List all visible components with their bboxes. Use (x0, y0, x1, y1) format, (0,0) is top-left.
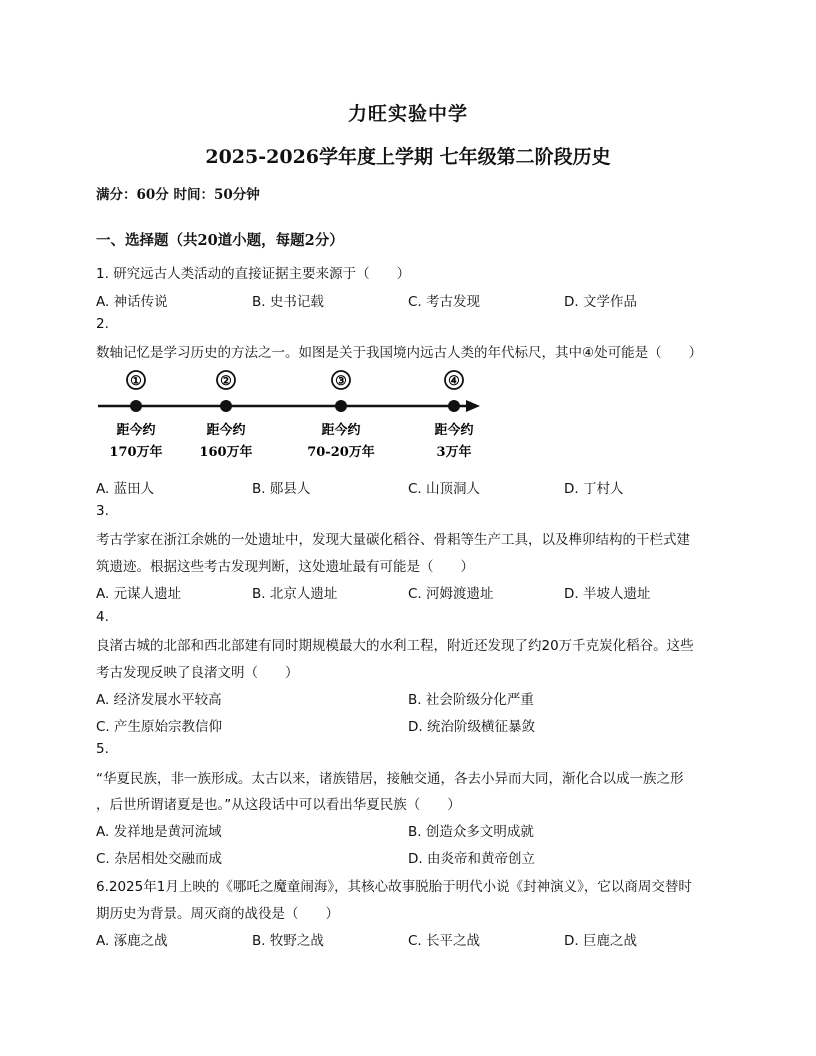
question-4-option-b: B. 社会阶级分化严重 (408, 692, 534, 708)
timeline-point-1 (109, 371, 162, 460)
question-2-stem: 数轴记忆是学习历史的方法之一。如图是关于我国境内远古人类的年代标尺，其中④处可能是（ ） (96, 345, 703, 361)
question-1-option-b: B. 史书记载 (252, 294, 324, 310)
question-3-option-a: A. 元谋人遗址 (96, 586, 182, 602)
question-6-option-c: C. 长平之战 (408, 933, 481, 949)
exam-meta: 满分：60分 时间：50分钟 (96, 187, 260, 203)
question-1-stem: 1. 研究远古人类活动的直接证据主要来源于（ ） (96, 266, 411, 282)
exam-title: 2025-2026学年度上学期 七年级第二阶段历史 (205, 146, 611, 168)
question-2-option-d: D. 丁村人 (564, 481, 624, 497)
question-6-option-b: B. 牧野之战 (252, 933, 324, 949)
timeline-label-4b: 3万年 (436, 445, 472, 460)
question-5-option-d: D. 由炎帝和黄帝创立 (408, 851, 535, 867)
timeline-label-3b: 70-20万年 (307, 445, 375, 460)
question-3-stem-line-2: 筑遗迹。根据这些考古发现判断，这处遗址最有可能是（ ） (96, 559, 474, 575)
question-4-number: 4. (96, 609, 109, 625)
question-5-stem-line-2: ，后世所谓诸夏是也。”从这段话中可以看出华夏民族（ ） (96, 797, 461, 813)
question-6-option-d: D. 巨鹿之战 (564, 933, 637, 949)
timeline-marker-3: ③ (335, 374, 347, 389)
timeline-marker-1: ① (130, 374, 142, 389)
timeline-point-3 (307, 371, 375, 460)
question-1-option-c: C. 考古发现 (408, 294, 481, 310)
timeline-marker-2: ② (220, 374, 232, 389)
question-3-option-b: B. 北京人遗址 (252, 586, 338, 602)
question-3-number: 3. (96, 503, 109, 519)
question-4-option-c: C. 产生原始宗教信仰 (96, 719, 223, 735)
timeline-point-4 (434, 371, 473, 460)
question-5-option-c: C. 杂居相处交融而成 (96, 851, 223, 867)
question-3-option-c: C. 河姆渡遗址 (408, 586, 494, 602)
question-6-stem-line-1: 6.2025年1月上映的《哪吒之魔童闹海》，其核心故事脱胎于明代小说《封神演义》，它以商周交替时 (96, 879, 692, 895)
timeline-marker-4: ④ (448, 374, 460, 389)
timeline-arrow-icon (466, 400, 480, 412)
question-6-option-a: A. 涿鹿之战 (96, 933, 168, 949)
question-2-option-c: C. 山顶洞人 (408, 481, 481, 497)
timeline-figure (96, 368, 486, 468)
question-4-option-a: A. 经济发展水平较高 (96, 692, 222, 708)
school-title: 力旺实验中学 (347, 103, 468, 125)
timeline-label-2b: 160万年 (199, 445, 253, 460)
question-5-stem-line-1: “华夏民族，非一族形成。太古以来，诸族错居，接触交通，各去小异而大同，渐化合以成一族之形 (96, 771, 684, 787)
question-1-option-d: D. 文学作品 (564, 294, 637, 310)
timeline-point-2 (199, 371, 252, 460)
question-1-option-a: A. 神话传说 (96, 294, 168, 310)
question-5-option-a: A. 发祥地是黄河流域 (96, 824, 222, 840)
question-4-stem-line-2: 考古发现反映了良渚文明（ ） (96, 665, 299, 681)
timeline-label-4a: 距今约 (434, 423, 474, 438)
question-4-stem-line-1: 良渚古城的北部和西北部建有同时期规模最大的水利工程，附近还发现了约20万千克炭化稻谷。这些 (96, 638, 694, 654)
question-5-option-b: B. 创造众多文明成就 (408, 824, 534, 840)
question-5-number: 5. (96, 741, 109, 757)
question-2-option-b: B. 郧县人 (252, 481, 311, 497)
question-6-stem-line-2: 期历史为背景。周灭商的战役是（ ） (96, 906, 339, 922)
question-3-stem-line-1: 考古学家在浙江余姚的一处遗址中，发现大量碳化稻谷、骨耜等生产工具，以及榫卯结构的干栏式建 (96, 532, 690, 548)
timeline-label-2a: 距今约 (206, 423, 246, 438)
section-title: 一、选择题（共20道小题，每题2分） (96, 232, 344, 249)
question-2-option-a: A. 蓝田人 (96, 481, 155, 497)
timeline-label-1b: 170万年 (109, 445, 163, 460)
timeline-label-3a: 距今约 (321, 423, 361, 438)
question-4-option-d: D. 统治阶级横征暴敛 (408, 719, 535, 735)
question-2-number: 2. (96, 316, 109, 332)
timeline-label-1a: 距今约 (116, 423, 156, 438)
question-3-option-d: D. 半坡人遗址 (564, 586, 651, 602)
